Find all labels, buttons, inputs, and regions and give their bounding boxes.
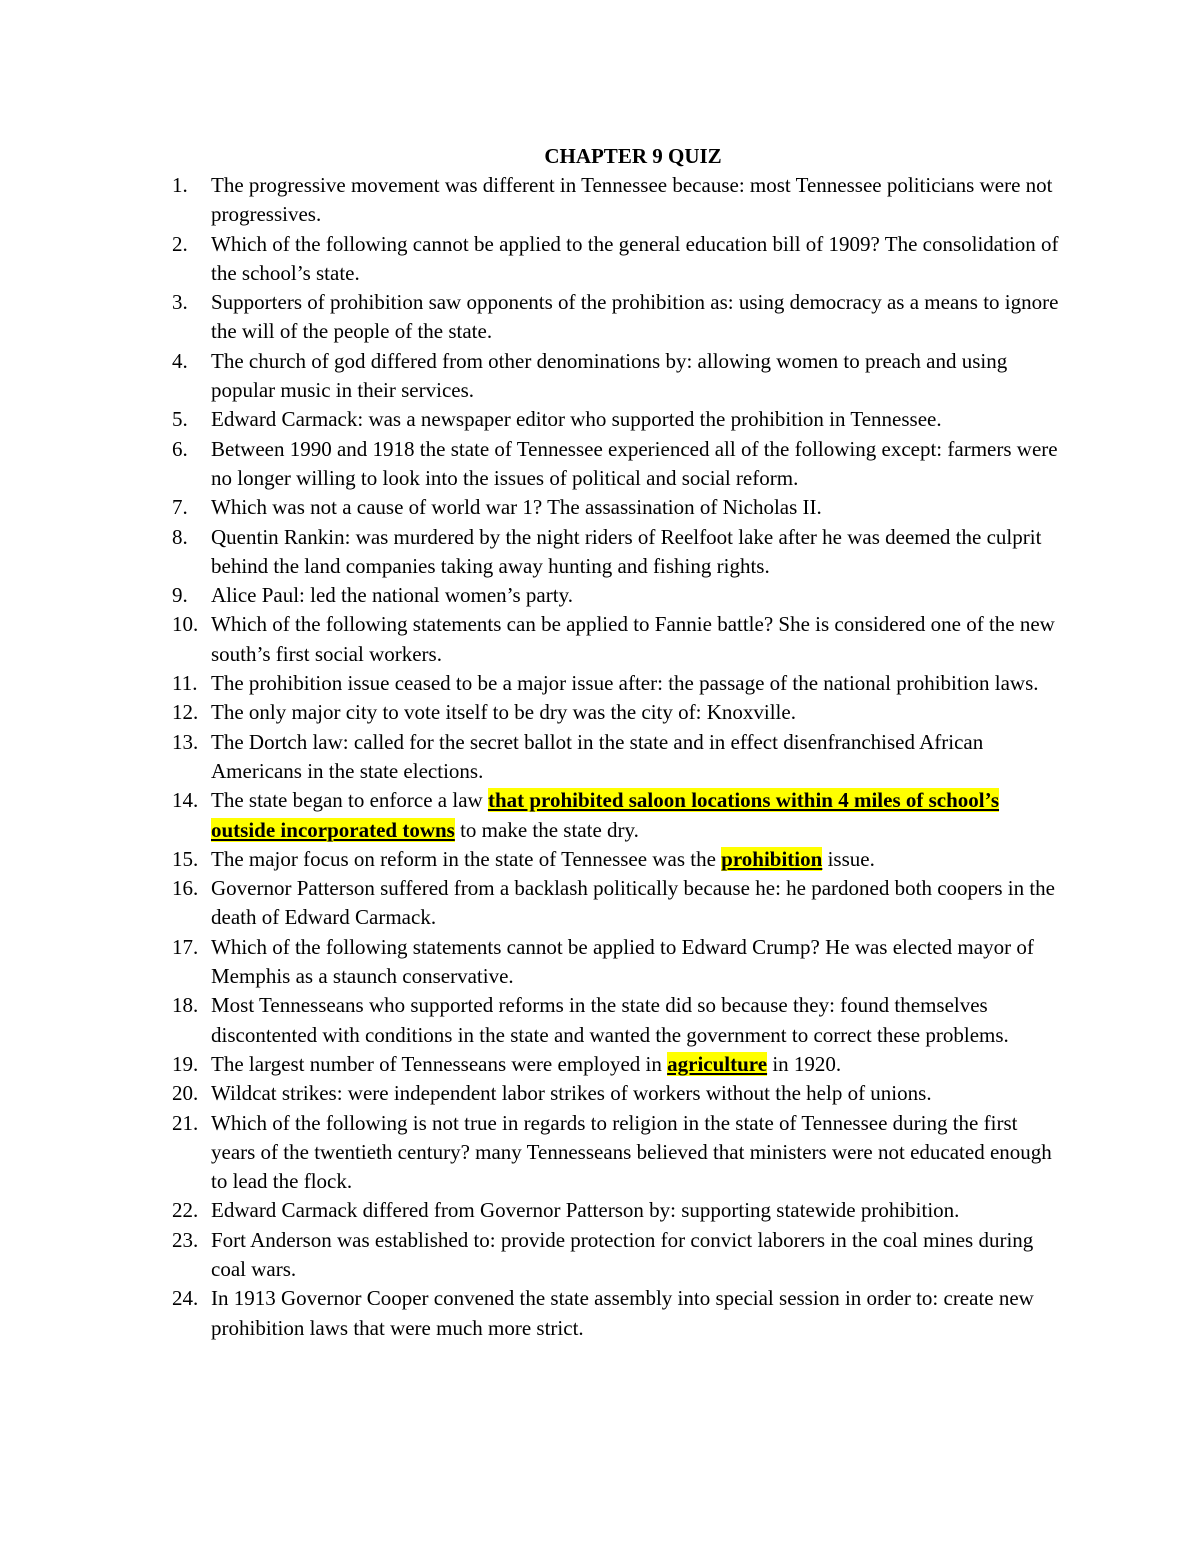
quiz-question-4: [172, 347, 1062, 406]
question-number: 3.: [172, 290, 188, 315]
question-text: [211, 993, 1009, 1046]
quiz-question-5: [172, 405, 1062, 434]
highlighted-answer: prohibition: [721, 846, 823, 871]
quiz-question-6: [172, 435, 1062, 494]
question-text: [211, 232, 1059, 285]
question-text: [211, 1286, 1034, 1339]
question-text-segment: Which of the following is not true in regards to religion in the state of Tennessee during the first years of the twentieth century? many Tennesseans believed that ministers were not educated enough to lead the flock.: [211, 1110, 1052, 1194]
question-text: [211, 935, 1034, 988]
question-number: 10.: [172, 612, 199, 637]
question-text: [211, 876, 1055, 929]
question-text: [211, 1228, 1033, 1281]
quiz-question-20: [172, 1079, 1062, 1108]
question-text: [211, 1081, 932, 1105]
quiz-question-19: [172, 1050, 1062, 1079]
question-text-segment: in 1920.: [767, 1051, 842, 1076]
question-number: 15.: [172, 846, 199, 871]
question-text-segment: The major focus on reform in the state of Tennessee was the: [211, 846, 722, 871]
question-number: 13.: [172, 729, 199, 754]
quiz-question-7: [172, 493, 1062, 522]
question-text-segment: Which was not a cause of world war 1? The assassination of Nicholas II.: [211, 495, 822, 520]
question-number: 24.: [172, 1286, 199, 1311]
question-number: 19.: [172, 1051, 199, 1076]
question-number: 23.: [172, 1227, 199, 1252]
question-number: 21.: [172, 1110, 199, 1135]
question-text: [211, 437, 1058, 490]
quiz-question-15: [172, 845, 1062, 874]
question-text-segment: Most Tennesseans who supported reforms in the state did so because they: found themselves discontented with conditions in the state and wanted the government to correct these problems.: [211, 993, 1009, 1047]
question-number: 20.: [172, 1081, 199, 1106]
question-number: 12.: [172, 700, 199, 725]
quiz-question-18: [172, 991, 1062, 1050]
question-text: [211, 349, 1007, 402]
quiz-question-16: [172, 874, 1062, 933]
question-text-segment: Supporters of prohibition saw opponents of the prohibition as: using democracy as a means to ignore the will of the people of the state.: [211, 290, 1059, 344]
question-text-segment: The largest number of Tennesseans were employed in: [211, 1051, 668, 1076]
question-text-segment: Between 1990 and 1918 the state of Tennessee experienced all of the following except: farmers were no longer willing to look into the issues of political and social reform.: [211, 436, 1058, 490]
question-text-segment: The Dortch law: called for the secret ballot in the state and in effect disenfranchised African Americans in the state elections.: [211, 729, 984, 783]
question-text: [211, 1052, 841, 1076]
question-text-segment: to make the state dry.: [454, 817, 639, 842]
question-text-segment: Quentin Rankin: was murdered by the night riders of Reelfoot lake after he was deemed the culprit behind the land companies taking away hunting and fishing rights.: [211, 524, 1042, 578]
question-text-segment: Which of the following statements cannot be applied to Edward Crump? He was elected mayor of Memphis as a staunch conservative.: [211, 934, 1034, 989]
quiz-question-14: [172, 786, 1062, 845]
quiz-question-3: [172, 288, 1062, 347]
highlighted-answer: agriculture: [667, 1051, 768, 1076]
question-number: 8.: [172, 524, 188, 549]
quiz-question-17: [172, 933, 1062, 992]
question-text-segment: The prohibition issue ceased to be a major issue after: the passage of the national prohibition laws.: [211, 671, 1039, 696]
question-text-segment: The state began to enforce a law: [211, 788, 488, 813]
question-number: 18.: [172, 993, 199, 1018]
question-number: 17.: [172, 934, 199, 959]
question-text: [211, 495, 822, 519]
quiz-question-11: [172, 669, 1062, 698]
question-number: 2.: [172, 231, 188, 256]
question-text-segment: Edward Carmack: was a newspaper editor who supported the prohibition in Tennessee.: [211, 407, 942, 432]
quiz-question-9: [172, 581, 1062, 610]
quiz-question-12: [172, 698, 1062, 727]
quiz-question-21: [172, 1109, 1062, 1197]
question-number: 9.: [172, 583, 188, 608]
highlighted-answer: that prohibited saloon locations within 4 miles of school’s outside incorporated towns: [211, 788, 1000, 842]
question-text: [211, 525, 1041, 578]
question-text-segment: The only major city to vote itself to be dry was the city of: Knoxville.: [211, 700, 796, 725]
question-text-segment: Wildcat strikes: were independent labor strikes of workers without the help of unions.: [211, 1081, 932, 1106]
question-text: [211, 173, 1052, 226]
question-text-segment: issue.: [822, 846, 875, 871]
question-number: 5.: [172, 407, 188, 432]
question-text: [211, 612, 1055, 665]
question-text: [211, 671, 1039, 695]
quiz-question-1: [172, 171, 1062, 230]
question-text: [211, 847, 875, 871]
question-number: 6.: [172, 436, 188, 461]
page-title: CHAPTER 9 QUIZ: [544, 144, 722, 168]
question-text-segment: Fort Anderson was established to: provide protection for convict laborers in the coal mines during coal wars.: [211, 1227, 1034, 1281]
question-text-segment: Governor Patterson suffered from a backlash politically because he: he pardoned both coopers in the death of Edward Carmack.: [211, 876, 1055, 930]
question-text-segment: Which of the following cannot be applied to the general education bill of 1909? The consolidation of the school’s state.: [211, 231, 1059, 285]
quiz-question-8: [172, 523, 1062, 582]
question-number: 7.: [172, 495, 188, 520]
question-text-segment: The progressive movement was different in Tennessee because: most Tennessee politicians were not progressives.: [211, 173, 1053, 227]
quiz-question-2: [172, 230, 1062, 289]
question-number: 11.: [172, 671, 198, 696]
quiz-question-13: [172, 728, 1062, 787]
question-text-segment: In 1913 Governor Cooper convened the state assembly into special session in order to: create new prohibition laws that were much more strict.: [211, 1286, 1034, 1340]
quiz-question-list: [172, 171, 1062, 1343]
question-text: [211, 583, 573, 607]
question-text: [211, 407, 942, 431]
question-text-segment: Which of the following statements can be applied to Fannie battle? She is considered one of the new south’s first social workers.: [211, 612, 1055, 666]
question-text-segment: Edward Carmack differed from Governor Patterson by: supporting statewide prohibition.: [211, 1198, 960, 1223]
question-text: [211, 290, 1058, 343]
question-number: 16.: [172, 876, 199, 901]
question-text-segment: Alice Paul: led the national women’s party.: [211, 583, 573, 608]
question-number: 1.: [172, 173, 188, 197]
quiz-question-23: [172, 1226, 1062, 1285]
quiz-question-10: [172, 610, 1062, 669]
question-text-segment: The church of god differed from other denominations by: allowing women to preach and using popular music in their services.: [211, 348, 1008, 403]
question-text: [211, 1198, 959, 1222]
question-number: 4.: [172, 348, 188, 373]
quiz-question-22: [172, 1196, 1062, 1225]
quiz-question-24: [172, 1284, 1062, 1343]
question-number: 14.: [172, 788, 199, 813]
question-number: 22.: [172, 1198, 199, 1223]
question-text: [211, 700, 796, 724]
question-text: [211, 788, 999, 841]
question-text: [211, 1111, 1052, 1194]
question-text: [211, 730, 983, 783]
